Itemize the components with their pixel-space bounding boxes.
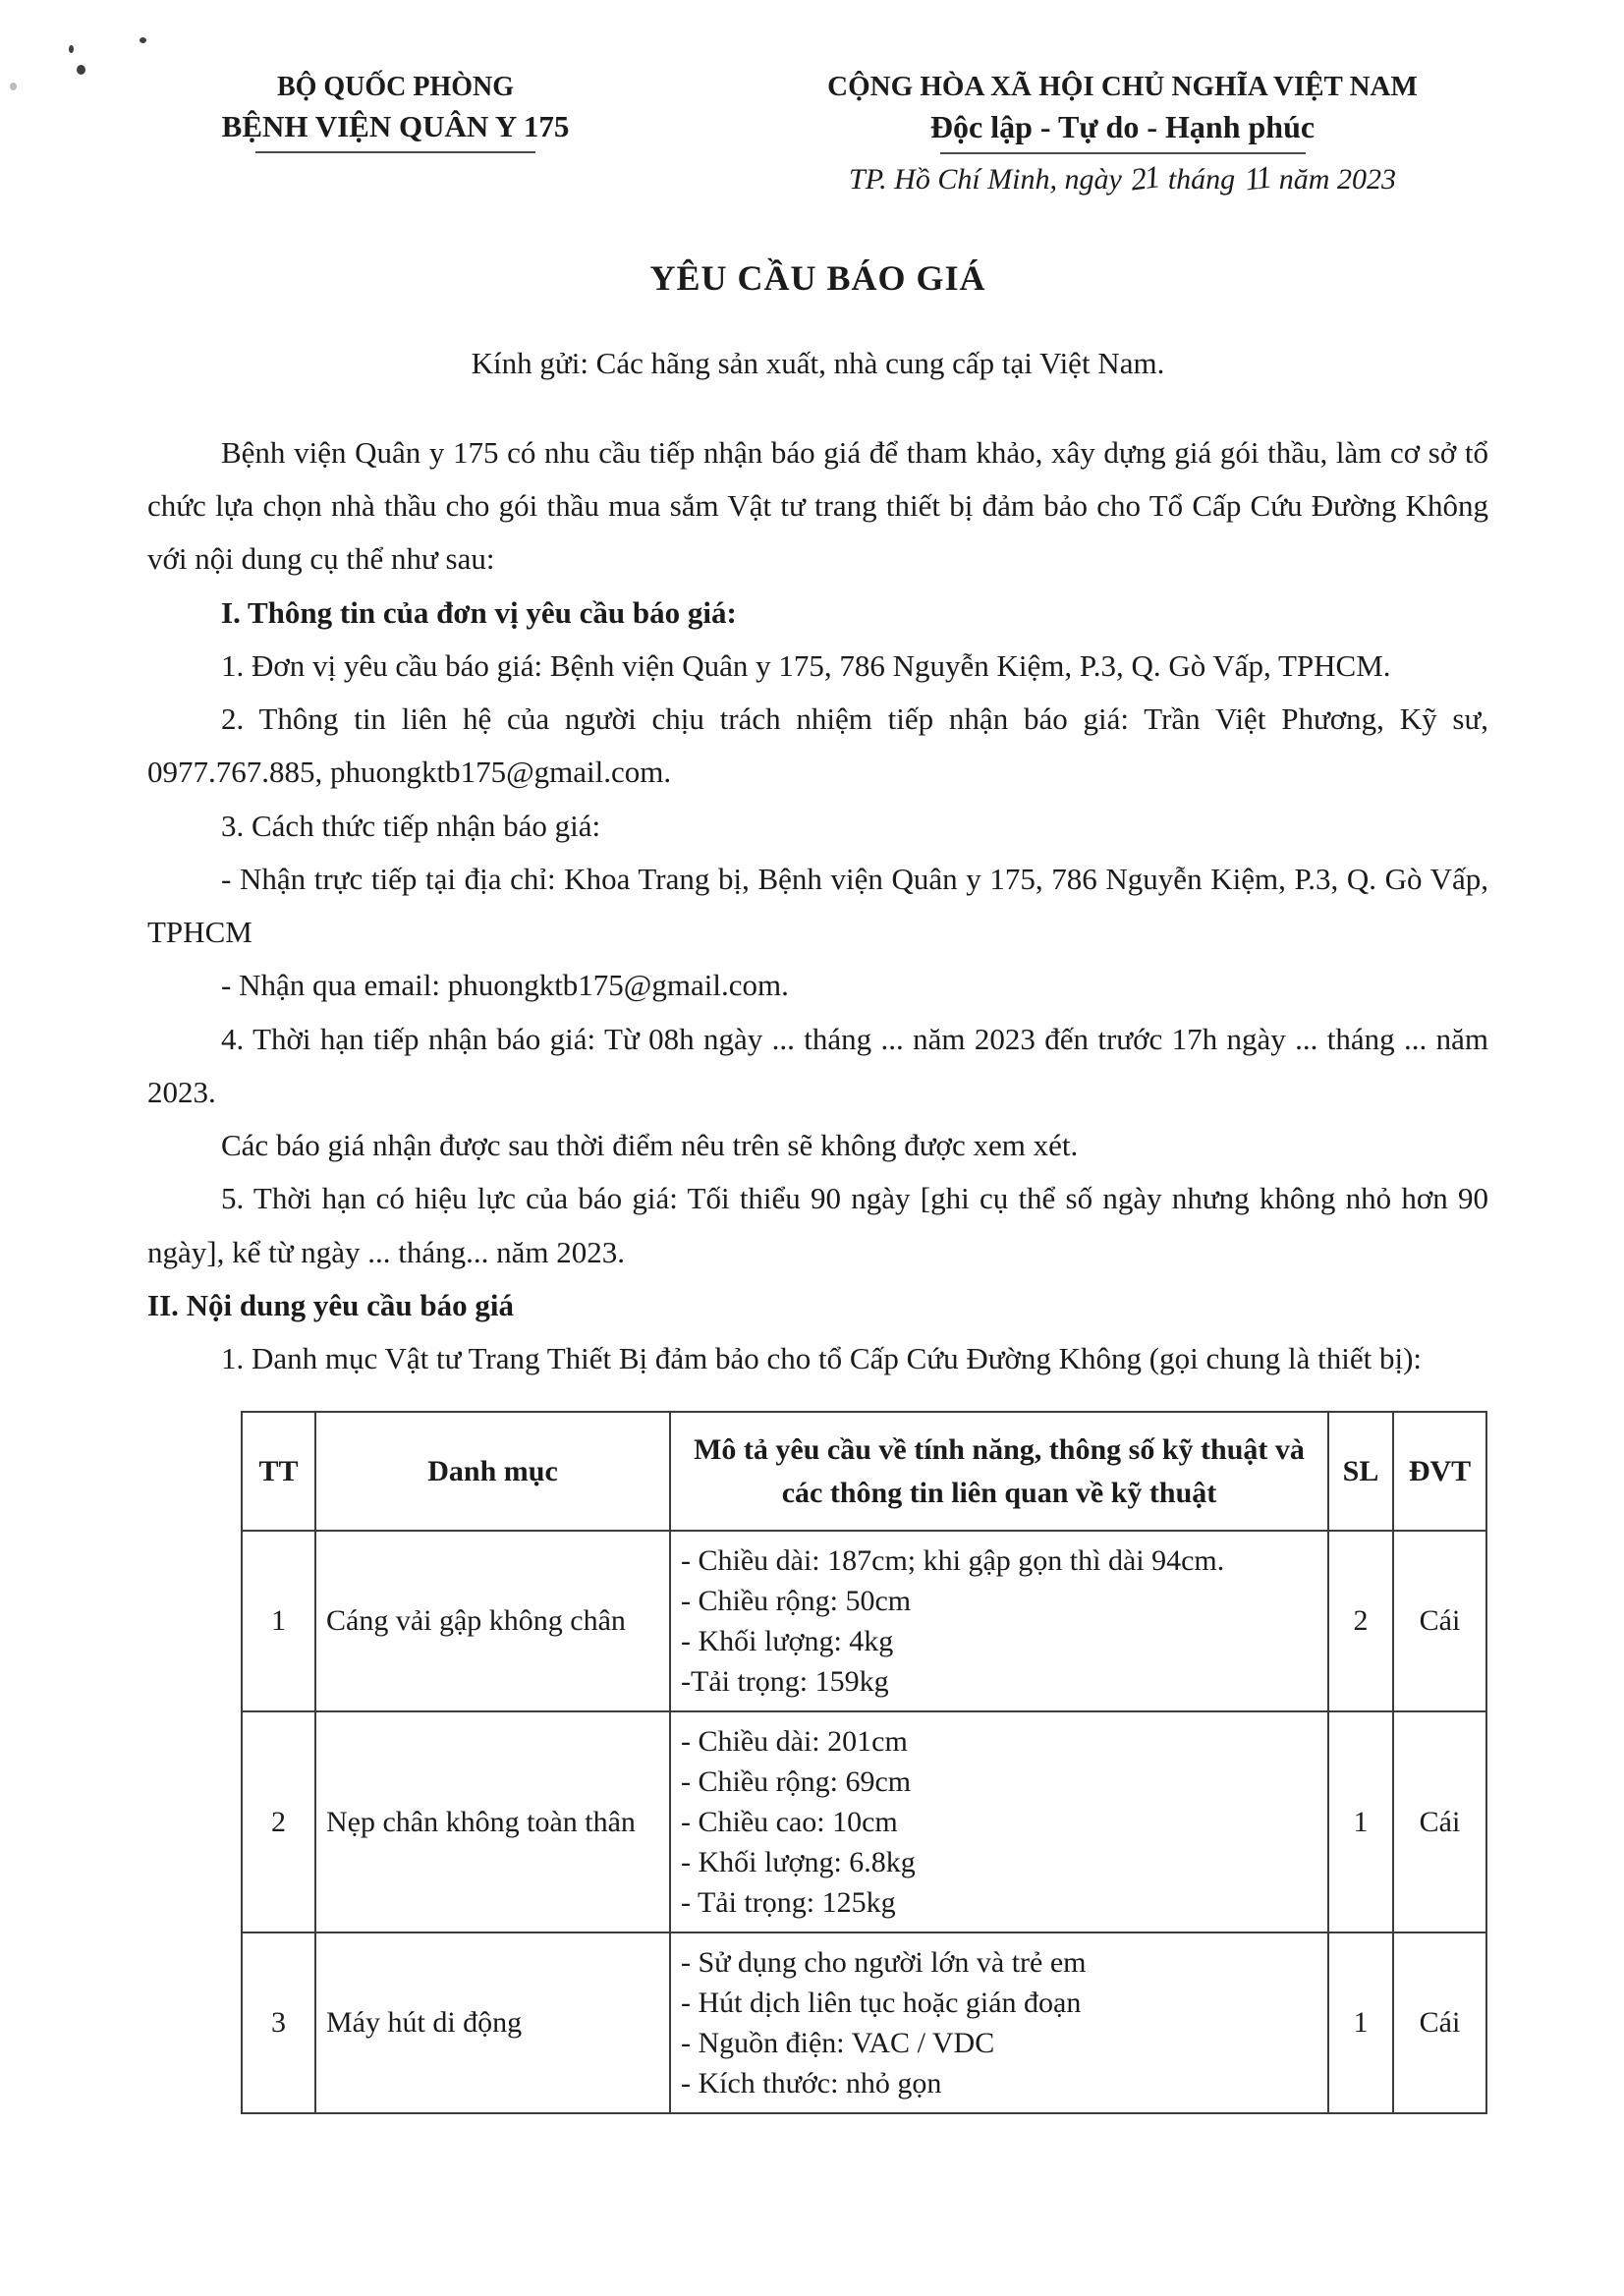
spec-table-header bbox=[242, 1412, 1486, 1531]
salutation-line: Kính gửi: Các hãng sản xuất, nhà cung cấp tại Việt Nam. bbox=[471, 345, 1165, 380]
desc-line: - Tải trọng: 125kg bbox=[681, 1886, 896, 1920]
section-2-intro: 1. Danh mục Vật tư Trang Thiết Bị đảm bảo cho tổ Cấp Cứu Đường Không (gọi chung là thiết bị): bbox=[221, 1341, 1423, 1376]
spec-table-body bbox=[242, 1531, 1486, 2113]
desc-line: - Chiều cao: 10cm bbox=[681, 1806, 898, 1839]
document-title: YÊU CẦU BÁO GIÁ bbox=[649, 257, 986, 298]
section-1-heading: I. Thông tin của đơn vị yêu cầu báo giá: bbox=[221, 594, 737, 630]
ink-speck bbox=[69, 45, 74, 53]
desc-line: - Chiều rộng: 50cm bbox=[681, 1585, 912, 1618]
cell-desc bbox=[670, 1531, 1328, 1711]
cell-name: Cáng vải gập không chân bbox=[315, 1531, 670, 1711]
table-row bbox=[242, 1531, 1486, 1711]
item-3a-direct-address: - Nhận trực tiếp tại địa chỉ: Khoa Trang bị, Bệnh viện Quân y 175, 786 Nguyễn Kiệm, P.3, Q. Gò Vấp, TPHCM bbox=[147, 861, 1488, 950]
desc-line: - Kích thước: nhỏ gọn bbox=[681, 2067, 942, 2100]
cell-tt: 1 bbox=[242, 1531, 315, 1711]
item-5-validity: 5. Thời hạn có hiệu lực của báo giá: Tối thiểu 90 ngày [ghi cụ thể số ngày nhưng không nhỏ hơn 90 ngày], kể từ ngày ... tháng... năm 2023. bbox=[147, 1181, 1488, 1269]
cell-tt: 2 bbox=[242, 1711, 315, 1932]
date-year-text: năm 2023 bbox=[1278, 162, 1396, 196]
ink-speck bbox=[10, 83, 17, 90]
col-header-mo-ta: Mô tả yêu cầu về tính năng, thông số kỹ thuật và các thông tin liên quan về kỹ thuật bbox=[670, 1412, 1328, 1531]
cell-dvt: Cái bbox=[1393, 1932, 1486, 2113]
item-1-requesting-unit: 1. Đơn vị yêu cầu báo giá: Bệnh viện Quân y 175, 786 Nguyễn Kiệm, P.3, Q. Gò Vấp, TPHCM. bbox=[221, 647, 1391, 683]
cell-desc bbox=[670, 1711, 1328, 1932]
desc-line: - Chiều rộng: 69cm bbox=[681, 1765, 912, 1799]
cell-name: Nẹp chân không toàn thân bbox=[315, 1711, 670, 1932]
date-city-text: TP. Hồ Chí Minh, ngày bbox=[849, 162, 1122, 196]
hospital-name: BỆNH VIỆN QUÂN Y 175 bbox=[221, 108, 570, 143]
equipment-spec-table bbox=[241, 1411, 1487, 2114]
desc-line: - Hút dịch liên tục hoặc gián đoạn bbox=[681, 1987, 1082, 2020]
item-4-deadline: 4. Thời hạn tiếp nhận báo giá: Từ 08h ngày ... tháng ... năm 2023 đến trước 17h ngày ... tháng ... năm 2023. bbox=[147, 1021, 1488, 1109]
motto-line: Độc lập - Tự do - Hạnh phúc bbox=[929, 108, 1316, 144]
handwritten-month: 11 bbox=[1242, 158, 1272, 197]
cell-sl: 1 bbox=[1328, 1711, 1393, 1932]
col-header-tt: TT bbox=[242, 1412, 315, 1531]
col-header-danh-muc: Danh mục bbox=[315, 1412, 670, 1531]
ministry-name: BỘ QUỐC PHÒNG bbox=[276, 72, 515, 102]
cell-dvt: Cái bbox=[1393, 1531, 1486, 1711]
cell-name: Máy hút di động bbox=[315, 1932, 670, 2113]
table-row bbox=[242, 1711, 1486, 1932]
ink-speck bbox=[77, 65, 85, 75]
desc-line: - Chiều dài: 187cm; khi gập gọn thì dài 94cm. bbox=[681, 1544, 1225, 1578]
item-3b-email: - Nhận qua email: phuongktb175@gmail.com. bbox=[221, 968, 789, 1003]
cell-desc bbox=[670, 1932, 1328, 2113]
desc-line: - Nguồn điện: VAC / VDC bbox=[681, 2027, 995, 2060]
cell-sl: 2 bbox=[1328, 1531, 1393, 1711]
section-2-heading: II. Nội dung yêu cầu báo giá bbox=[147, 1287, 514, 1322]
desc-line: - Khối lượng: 4kg bbox=[681, 1625, 894, 1658]
desc-line: - Chiều dài: 201cm bbox=[681, 1725, 908, 1759]
cell-tt: 3 bbox=[242, 1932, 315, 2113]
national-motto-block bbox=[756, 69, 1488, 196]
document-body bbox=[147, 426, 1488, 1386]
issuing-org-block bbox=[147, 69, 644, 153]
cell-dvt: Cái bbox=[1393, 1711, 1486, 1932]
date-thang-text: tháng bbox=[1167, 162, 1236, 196]
item-2-contact-info: 2. Thông tin liên hệ của người chịu trách nhiệm tiếp nhận báo giá: Trần Việt Phương, Kỹ sư, 0977.767.885, phuongktb175@gmail.com. bbox=[147, 701, 1488, 790]
cell-sl: 1 bbox=[1328, 1932, 1393, 2113]
handwritten-day: 21 bbox=[1129, 158, 1161, 197]
country-title: CỘNG HÒA XÃ HỘI CHỦ NGHĨA VIỆT NAM bbox=[827, 71, 1418, 102]
item-4-note: Các báo giá nhận được sau thời điểm nêu trên sẽ không được xem xét. bbox=[221, 1128, 1079, 1163]
ink-speck bbox=[140, 37, 146, 43]
table-row bbox=[242, 1932, 1486, 2113]
document-header bbox=[147, 69, 1488, 196]
item-3-receiving-method: 3. Cách thức tiếp nhận báo giá: bbox=[221, 808, 601, 843]
date-line bbox=[756, 160, 1488, 196]
desc-line: - Khối lượng: 6.8kg bbox=[681, 1846, 916, 1879]
desc-line: - Sử dụng cho người lớn và trẻ em bbox=[681, 1946, 1087, 1980]
desc-line: -Tải trọng: 159kg bbox=[681, 1665, 889, 1699]
col-header-sl: SL bbox=[1328, 1412, 1393, 1531]
col-header-dvt: ĐVT bbox=[1393, 1412, 1486, 1531]
header-right-underline bbox=[940, 152, 1306, 154]
header-left-underline bbox=[255, 151, 535, 153]
intro-paragraph: Bệnh viện Quân y 175 có nhu cầu tiếp nhận báo giá để tham khảo, xây dựng giá gói thầu, làm cơ sở tổ chức lựa chọn nhà thầu cho gói thầu mua sắm Vật tư trang thiết bị đảm bảo cho Tổ Cấp Cứu Đường Không với nội dung cụ thể như sau: bbox=[147, 434, 1488, 577]
